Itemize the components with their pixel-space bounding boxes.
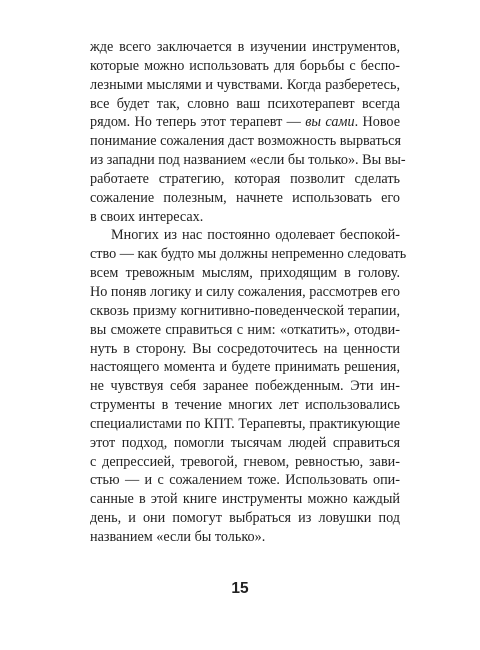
text-line: специалистами по КПТ. Терапевты, практикующие [90, 415, 400, 432]
text-line: в своих интересах. [90, 208, 204, 225]
text-line: вы сможете справиться с ним: «откатить», отодви- [90, 321, 400, 338]
paragraph-2 [90, 226, 407, 546]
text-line: нуть в сторону. Вы сосредоточитесь на ценности [90, 340, 400, 357]
italic-emphasis: вы сами [305, 114, 355, 131]
text-line: которые можно использовать для борьбы с беспо- [90, 57, 400, 74]
text-line: понимание сожаления даст возможность вырваться [90, 133, 401, 150]
text-line: настоящего момента и будете принимать решения, [90, 359, 400, 376]
text-line: сожаление полезным, начнете использовать его [90, 189, 400, 206]
text-line: ство — как будто мы должны непременно следовать [90, 246, 407, 263]
page-number: 15 [231, 580, 249, 597]
body-text [90, 38, 407, 547]
text-line: всем тревожным мыслям, приходящим в голову. [90, 265, 400, 282]
text-line-with-italic: рядом. Но теперь этот терапевт — вы сами. Новое [90, 114, 400, 131]
text-line: работаете стратегию, которая позволит сделать [90, 170, 400, 187]
text-line: день, и они помогут выбраться из ловушки под [90, 510, 400, 527]
text-line: все будет так, словно ваш психотерапевт всегда [90, 95, 400, 112]
paragraph-1 [90, 38, 406, 226]
text-line: струменты в течение многих лет использовались [90, 397, 400, 414]
text-line: лезными мыслями и чувствами. Когда разберетесь, [90, 76, 400, 93]
text-line: жде всего заключается в изучении инструментов, [90, 39, 400, 55]
text-line: Многих из нас постоянно одолевает беспокой- [111, 227, 400, 244]
text-line: сквозь призму когнитивно-поведенческой терапии, [90, 302, 400, 319]
text-line: этот подход, помогли тысячам людей справиться [90, 434, 400, 451]
text-line: не чувствуя себя заранее побежденным. Эти ин- [90, 378, 400, 395]
text-line: стью — и с сожалением тоже. Использовать опи- [90, 472, 400, 489]
text-line: с депрессией, тревогой, гневом, ревностью, зави- [90, 453, 400, 470]
text-line: Но поняв логику и силу сожаления, рассмотрев его [90, 283, 400, 300]
text-line: названием «если бы только». [90, 528, 266, 545]
text-line: санные в этой книге инструменты можно каждый [90, 491, 400, 508]
text-line: из западни под названием «если бы только». Вы вы- [90, 152, 406, 169]
